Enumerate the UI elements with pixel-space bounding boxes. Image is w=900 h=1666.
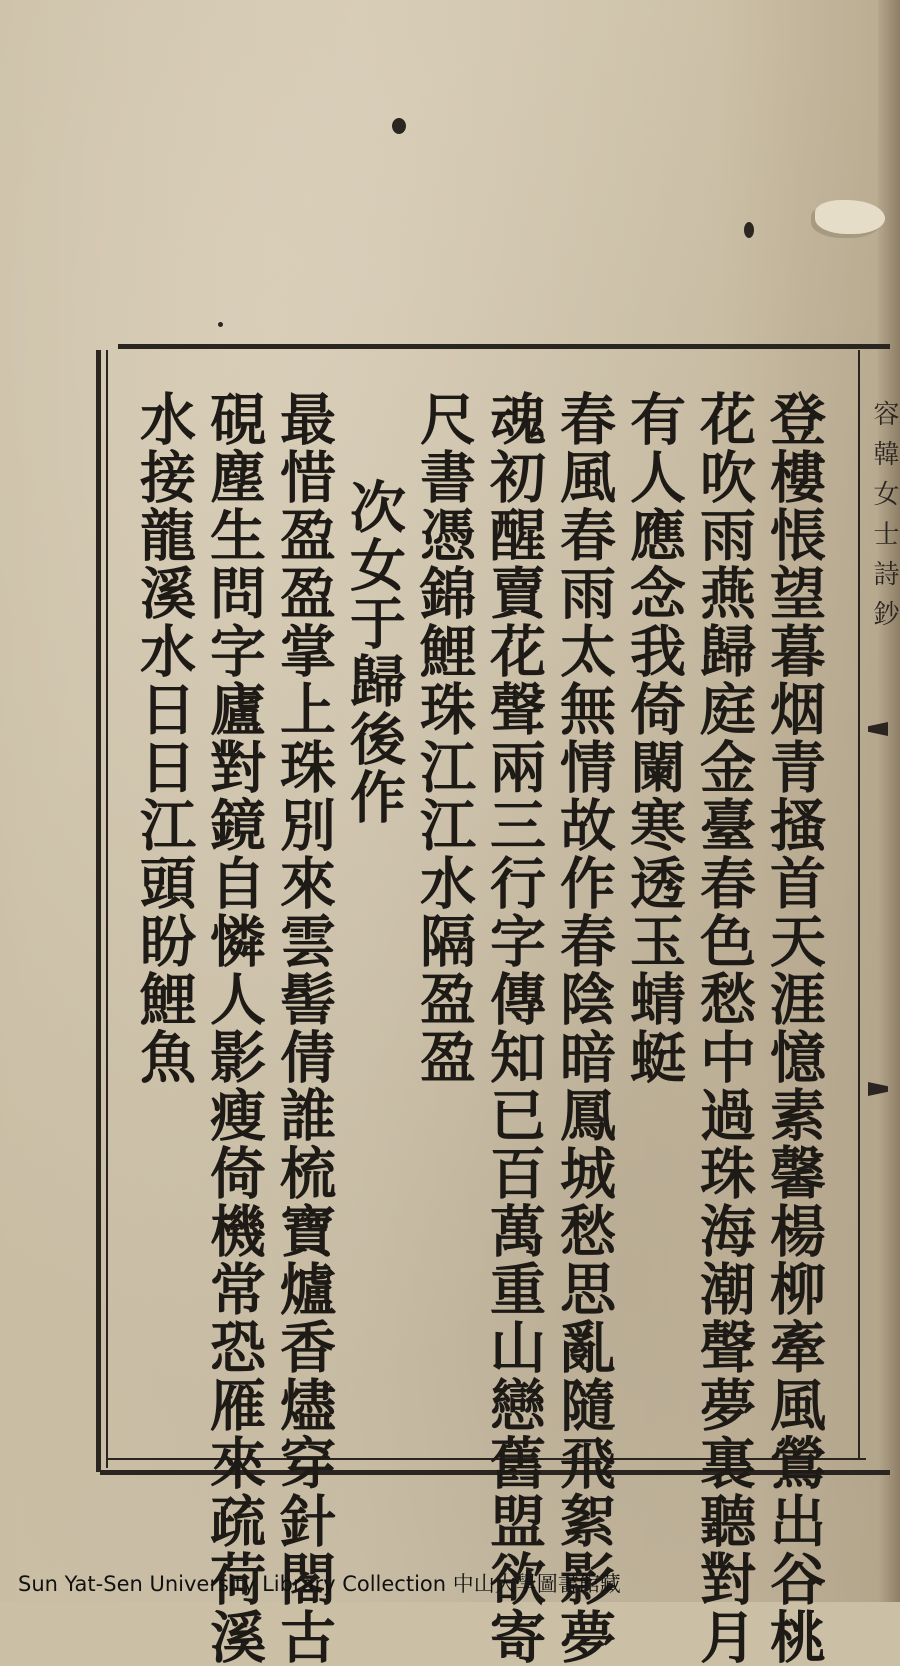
book-spine (878, 0, 900, 1602)
library-credit: Sun Yat-Sen University Library Collection 中山大學圖書館藏 (18, 1572, 621, 1596)
poem-title: 次女于歸後作 (341, 478, 407, 826)
border-left-inner (106, 350, 108, 1468)
paper-tear (815, 200, 885, 234)
text-column: 最惜盈盈掌上珠別來雲髻倩誰梳寶爐香燼穿針閣古 (271, 390, 337, 1666)
border-top (118, 344, 890, 349)
text-column: 魂初醒賣花聲兩三行字傳知已百萬重山戀舊盟欲寄 (481, 390, 547, 1666)
text-column: 水接龍溪水日日江頭盼鯉魚 (131, 390, 197, 1086)
border-left-outer (96, 350, 101, 1472)
text-column: 登樓悵望暮烟青搔首天涯憶素馨楊柳牽風鶯出谷桃 (761, 390, 827, 1666)
ink-spot (218, 322, 223, 327)
text-column: 有人應念我倚闌寒透玉蜻蜓 (621, 390, 687, 1086)
text-column: 春風春雨太無情故作春陰暗鳳城愁思亂隨飛絮影夢 (551, 390, 617, 1666)
ink-spot (744, 222, 754, 238)
text-column: 花吹雨燕歸庭金臺春色愁中過珠海潮聲夢裏聽對月 (691, 390, 757, 1666)
book-title: 容韓女士詩鈔 (869, 400, 899, 640)
text-column: 尺書憑錦鯉珠江江水隔盈盈 (411, 390, 477, 1086)
text-column: 硯塵生問字廬對鏡自憐人影瘦倚機常恐雁來疏荷溪 (201, 390, 267, 1666)
border-right (858, 350, 860, 1458)
ink-spot (392, 118, 406, 134)
